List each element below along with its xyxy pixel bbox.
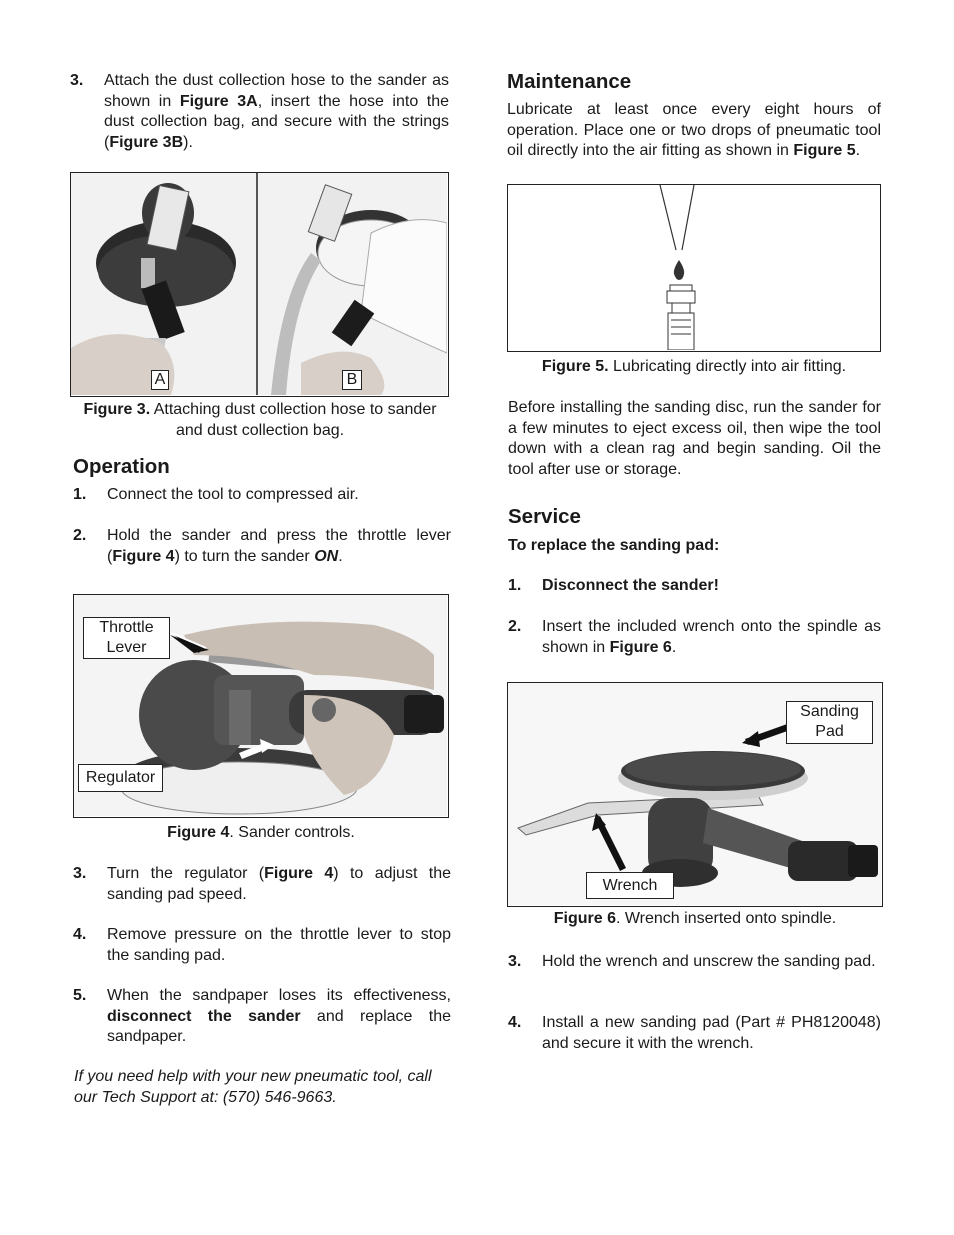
operation-heading: Operation xyxy=(73,455,170,478)
figure-6-caption: Figure 6. Wrench inserted onto spindle. xyxy=(553,910,837,927)
step-number: 5. xyxy=(73,987,87,1004)
step-number: 1. xyxy=(508,577,522,594)
figure-4-caption: Figure 4. Sander controls. xyxy=(167,824,355,841)
service-heading: Service xyxy=(508,505,581,528)
wrench-label: Wrench xyxy=(586,872,674,899)
operation-step-2: Hold the sander and press the throttle lever (Figure 4) to turn the sander ON. xyxy=(107,527,451,565)
service-step-4: Install a new sanding pad (Part # PH8120048) and secure it with the wrench. xyxy=(542,1014,881,1052)
operation-step-4: Remove pressure on the throttle lever to stop the sanding pad. xyxy=(107,926,451,964)
step-number: 3. xyxy=(70,72,84,89)
step-number: 2. xyxy=(73,527,87,544)
step-number: 2. xyxy=(508,618,522,635)
step-number: 4. xyxy=(73,926,87,943)
figure-3-photo xyxy=(70,172,449,397)
tech-support-note: If you need help with your new pneumatic tool, call our Tech Support at: (570) 546-9663. xyxy=(74,1068,432,1106)
service-step-2: Insert the included wrench onto the spindle as shown in Figure 6. xyxy=(542,618,881,656)
step-number: 4. xyxy=(508,1014,522,1031)
step-number: 3. xyxy=(508,953,522,970)
figure-5-illustration xyxy=(507,184,881,352)
figure-3a-label: A xyxy=(151,370,169,390)
maintenance-heading: Maintenance xyxy=(507,70,632,93)
step-number: 3. xyxy=(73,865,87,882)
figure-3-caption: Figure 3. Attaching dust collection hose to sander and dust collection bag. xyxy=(83,401,437,439)
maintenance-text: Lubricate at least once every eight hours of operation. Place one or two drops of pneumatic tool oil directly into the air fitting as shown in Figure 5. xyxy=(507,101,881,159)
operation-step-3: Turn the regulator (Figure 4) to adjust the sanding pad speed. xyxy=(107,865,451,903)
service-subheading: To replace the sanding pad: xyxy=(508,537,720,554)
sanding-pad-label: Sanding Pad xyxy=(786,701,873,744)
figure-3b-label: B xyxy=(342,370,362,390)
operation-step-1: Connect the tool to compressed air. xyxy=(107,486,359,503)
service-step-3: Hold the wrench and unscrew the sanding pad. xyxy=(542,953,876,970)
figure-5-caption: Figure 5. Lubricating directly into air fitting. xyxy=(541,358,847,375)
step-number: 1. xyxy=(73,486,87,503)
step-3-text: Attach the dust collection hose to the sander as shown in Figure 3A, insert the hose into the dust collection bag, and secure with the strings (Figure 3B). xyxy=(104,72,450,151)
throttle-lever-label: Throttle Lever xyxy=(83,617,170,659)
service-step-1: Disconnect the sander! xyxy=(542,577,719,594)
operation-step-5: When the sandpaper loses its effectiveness, disconnect the sander and replace the sandpaper. xyxy=(107,987,451,1045)
regulator-label: Regulator xyxy=(78,764,163,792)
before-installing-text: Before installing the sanding disc, run the sander for a few minutes to eject excess oil, then wipe the tool down with a clean rag and begin sanding. Oil the tool after use or storage. xyxy=(508,399,881,478)
